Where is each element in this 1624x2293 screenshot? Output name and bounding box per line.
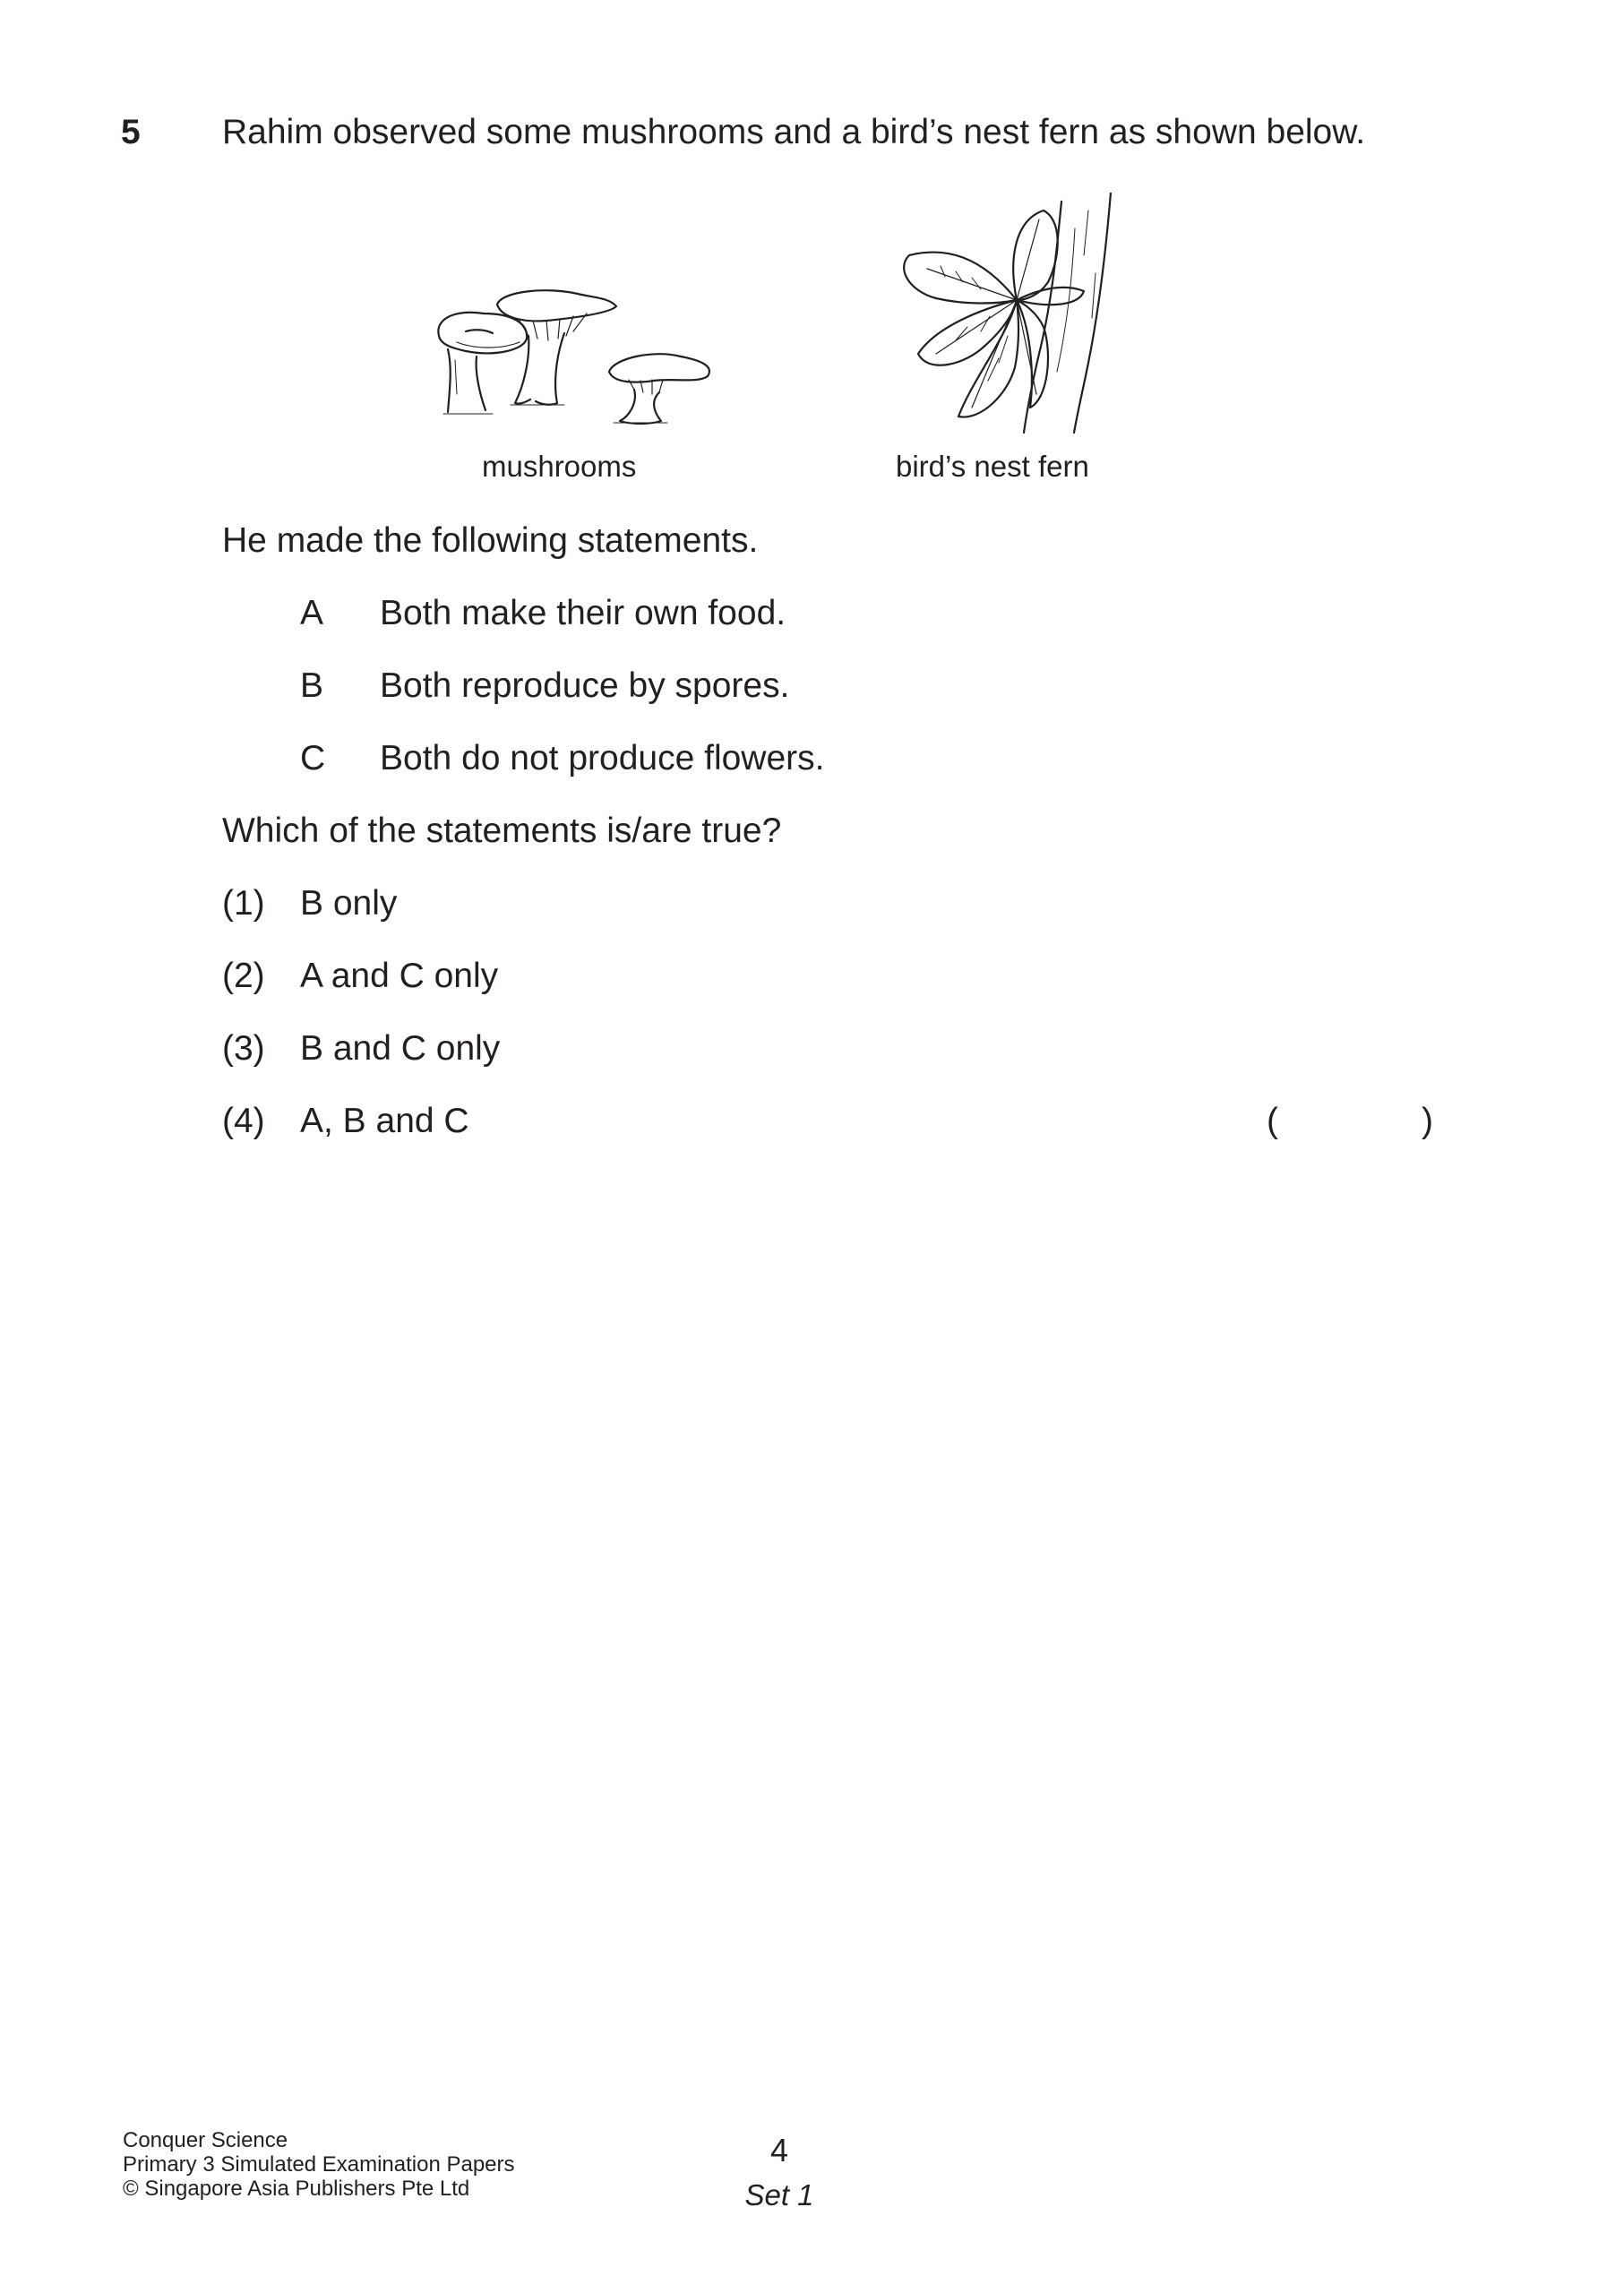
question-number: 5	[121, 113, 141, 151]
statement-letter: C	[300, 739, 326, 777]
statement-text: Both do not produce flowers.	[380, 739, 825, 777]
option-number: (4)	[222, 1102, 265, 1140]
question-text: Rahim observed some mushrooms and a bird’s nest fern as shown below.	[222, 113, 1366, 151]
question-prompt: Which of the statements is/are true?	[222, 812, 782, 850]
option-text: B and C only	[300, 1029, 501, 1068]
statements-intro: He made the following statements.	[222, 521, 759, 560]
statement-text: Both make their own food.	[380, 594, 786, 632]
birds-nest-fern-illustration	[873, 193, 1124, 434]
answer-bracket-close: )	[1422, 1102, 1433, 1140]
mushrooms-illustration	[430, 287, 717, 430]
page-number: 4	[769, 2132, 789, 2168]
option-number: (3)	[222, 1029, 265, 1068]
set-label: Set 1	[744, 2178, 814, 2211]
statement-text: Both reproduce by spores.	[380, 666, 790, 705]
birds-nest-fern-caption: bird’s nest fern	[896, 450, 1089, 483]
statement-letter: B	[300, 666, 324, 705]
footer-line-title: Conquer Science	[123, 2128, 288, 2152]
option-number: (2)	[222, 957, 265, 995]
option-number: (1)	[222, 884, 265, 923]
statement-letter: A	[300, 594, 324, 632]
mushrooms-caption: mushrooms	[482, 450, 637, 483]
option-text: A, B and C	[300, 1102, 469, 1140]
answer-bracket-open: (	[1267, 1102, 1278, 1140]
option-text: A and C only	[300, 957, 499, 995]
footer-line-series: Primary 3 Simulated Examination Papers	[123, 2152, 515, 2177]
option-text: B only	[300, 884, 398, 923]
footer-line-copyright: © Singapore Asia Publishers Pte Ltd	[123, 2177, 470, 2201]
